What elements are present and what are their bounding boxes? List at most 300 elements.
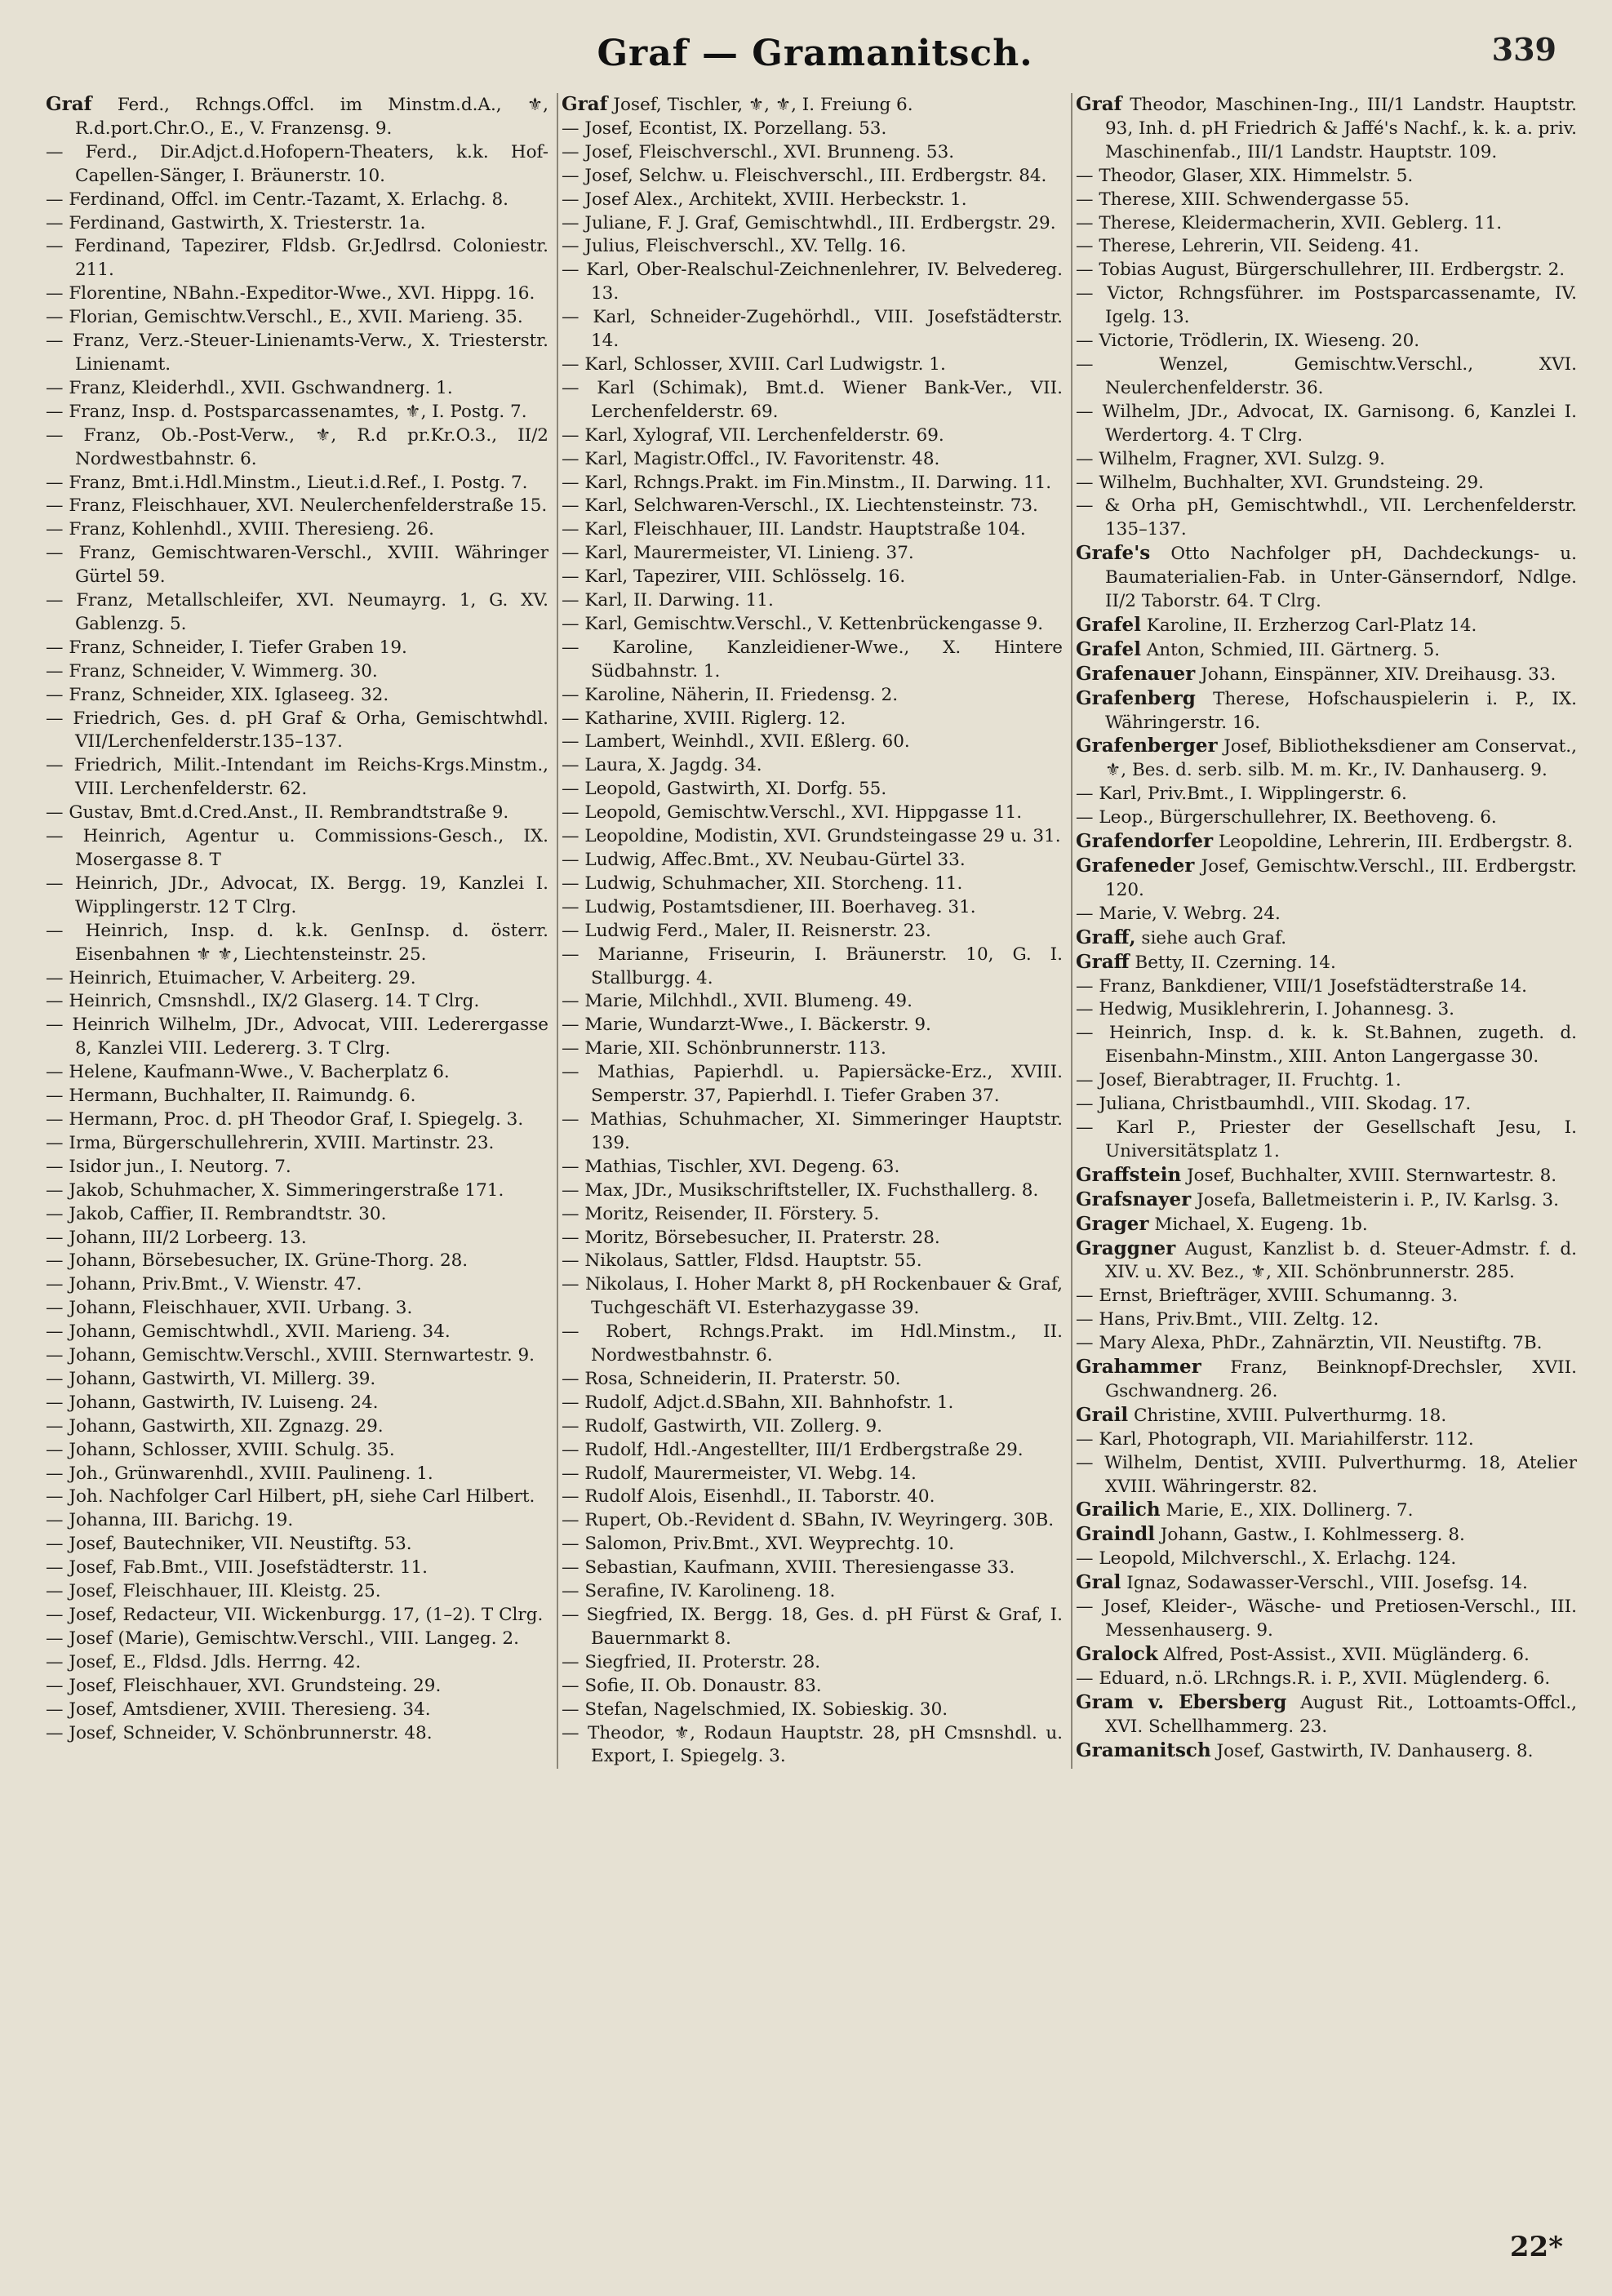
entry-text: — Ernst, Briefträger, XVIII. Schumanng. 3. xyxy=(1076,1286,1459,1307)
entry-text: siehe auch Graf. xyxy=(1141,927,1287,948)
directory-entry xyxy=(1076,353,1577,401)
directory-entry xyxy=(1076,1428,1577,1452)
directory-entry xyxy=(46,424,548,472)
entry-text: — Moritz, Börsebesucher, II. Praterstr. 28. xyxy=(562,1227,940,1248)
directory-entry xyxy=(46,754,548,802)
entry-text: — Johann, Gemischtwhdl., XVII. Marieng. 34. xyxy=(46,1321,451,1343)
entry-surname: Grafel xyxy=(1076,637,1141,660)
printer-signature: 22* xyxy=(1509,2231,1563,2263)
entry-text: — Franz, Verz.-Steuer-Linienamts-Verw., X. Triesterstr. Linienamt. xyxy=(46,331,548,375)
directory-entry xyxy=(562,1486,1063,1509)
entry-surname: Gral xyxy=(1076,1571,1121,1594)
entry-text: — Wilhelm, Buchhalter, XVI. Grundsteing. 29. xyxy=(1076,472,1484,493)
directory-entry xyxy=(46,1604,548,1628)
entry-text: — Josef Alex., Architekt, XVIII. Herbeckstr. 1. xyxy=(562,189,967,210)
entry-text: — Heinrich, Etuimacher, V. Arbeiterg. 29. xyxy=(46,967,416,988)
entry-text: — Ludwig, Postamtsdiener, III. Boerhaveg. 31. xyxy=(562,896,976,917)
entry-text: — Heinrich Wilhelm, JDr., Advocat, VIII. Lederergasse 8, Kanzlei VIII. Ledererg. 3. T Clrg. xyxy=(46,1015,548,1059)
directory-entry xyxy=(562,118,1063,141)
directory-entry xyxy=(562,1604,1063,1651)
entry-text: — Jakob, Caffier, II. Rembrandtstr. 30. xyxy=(46,1203,387,1224)
entry-text: — Juliana, Christbaumhdl., VIII. Skodag. 17. xyxy=(1076,1094,1472,1115)
entry-text: — Theodor, Glaser, XIX. Himmelstr. 5. xyxy=(1076,165,1414,186)
directory-entry xyxy=(46,589,548,637)
directory-entry xyxy=(1076,93,1577,165)
entry-text: — Rupert, Ob.-Revident d. SBahn, IV. Weyringerg. 30B. xyxy=(562,1510,1055,1531)
entry-surname: Grafe's xyxy=(1076,542,1151,565)
directory-entry xyxy=(562,377,1063,424)
directory-entry xyxy=(46,802,548,825)
entry-text: — Wilhelm, Dentist, XVIII. Pulverthurmg. 18, Atelier XVIII. Währingerstr. 82. xyxy=(1076,1452,1577,1497)
entry-text: — Karoline, Näherin, II. Friedensg. 2. xyxy=(562,684,899,705)
entry-text: — Karl, Priv.Bmt., I. Wipplingerstr. 6. xyxy=(1076,784,1407,805)
directory-entry xyxy=(1076,687,1577,735)
directory-entry xyxy=(562,1179,1063,1203)
entry-text: — Laura, X. Jagdg. 34. xyxy=(562,755,762,776)
directory-entry xyxy=(562,920,1063,944)
directory-entry xyxy=(1076,951,1577,975)
entry-text: — Wilhelm, Fragner, XVI. Sulzg. 9. xyxy=(1076,448,1385,469)
entry-text: — Josef, Schneider, V. Schönbrunnerstr. 48. xyxy=(46,1722,433,1743)
directory-entry xyxy=(1076,1213,1577,1237)
directory-entry xyxy=(46,1203,548,1227)
directory-entry xyxy=(562,1156,1063,1179)
directory-entry xyxy=(562,1580,1063,1604)
entry-text: — Leop., Bürgerschullehrer, IX. Beethoveng. 6. xyxy=(1076,807,1497,828)
entry-text: — Victorie, Trödlerin, IX. Wieseng. 20. xyxy=(1076,331,1420,352)
directory-entry xyxy=(46,1344,548,1368)
directory-entry xyxy=(46,472,548,495)
directory-entry xyxy=(562,448,1063,472)
entry-surname: Graf xyxy=(1076,93,1122,115)
directory-entry xyxy=(1076,1571,1577,1596)
directory-entry xyxy=(562,518,1063,542)
entry-surname: Gralock xyxy=(1076,1642,1158,1665)
entry-text: Josef, Tischler, ⚜, ⚜, I. Freiung 6. xyxy=(613,95,913,115)
entry-text: — Mathias, Papierhdl. u. Papiersäcke-Erz., XVIII. Semperstr. 37, Papierhdl. I. Tiefer Graben 37. xyxy=(562,1062,1063,1107)
column-3 xyxy=(1071,93,1585,1769)
directory-entry xyxy=(562,165,1063,189)
entry-text: — Karl, Photograph, VII. Mariahilferstr. 112. xyxy=(1076,1428,1474,1450)
entry-text: — Karl, Ober-Realschul-Zeichnenlehrer, IV. Belvedereg. 13. xyxy=(562,260,1063,304)
entry-text: — Serafine, IV. Karolineng. 18. xyxy=(562,1581,836,1602)
entry-text: — Tobias August, Bürgerschullehrer, III. Erdbergstr. 2. xyxy=(1076,260,1565,281)
directory-entry xyxy=(46,1392,548,1415)
directory-entry xyxy=(46,542,548,589)
directory-entry xyxy=(1076,998,1577,1022)
entry-text: — Gustav, Bmt.d.Cred.Anst., II. Rembrandtstraße 9. xyxy=(46,802,509,824)
entry-text: — Josef, Bautechniker, VII. Neustiftg. 53. xyxy=(46,1534,412,1555)
directory-entry xyxy=(1076,1332,1577,1356)
entry-text: — Sebastian, Kaufmann, XVIII. Theresiengasse 33. xyxy=(562,1557,1015,1579)
entry-text: Therese, Hofschauspielerin i. P., IX. Währingerstr. 16. xyxy=(1105,688,1577,733)
directory-entry xyxy=(46,1061,548,1085)
entry-text: — Wenzel, Gemischtw.Verschl., XVI. Neulerchenfelderstr. 36. xyxy=(1076,353,1577,398)
entry-text: — Therese, Kleidermacherin, XVII. Geblerg. 11. xyxy=(1076,212,1503,233)
entry-text: — Joh., Grünwarenhdl., XVIII. Paulineng. 1. xyxy=(46,1463,433,1484)
directory-entry xyxy=(562,542,1063,566)
entry-text: — Sofie, II. Ob. Donaustr. 83. xyxy=(562,1675,822,1696)
entry-text: — Ludwig, Affec.Bmt., XV. Neubau-Gürtel 33. xyxy=(562,850,966,870)
entry-text: Leopoldine, Lehrerin, III. Erdbergstr. 8. xyxy=(1218,832,1574,853)
entry-text: — Leopold, Gemischtw.Verschl., XVI. Hippgasse 11. xyxy=(562,802,1023,824)
entry-text: — Karl P., Priester der Gesellschaft Jesu, I. Universitätsplatz 1. xyxy=(1076,1117,1577,1161)
entry-text: Johann, Gastw., I. Kohlmesserg. 8. xyxy=(1160,1525,1465,1546)
entry-surname: Grafeneder xyxy=(1076,855,1195,877)
entry-text: — Karl, Fleischhauer, III. Landstr. Hauptstraße 104. xyxy=(562,519,1026,540)
entry-text: — Heinrich, Insp. d. k. k. St.Bahnen, zugeth. d. Eisenbahn-Minstm., XIII. Anton Langergasse 30. xyxy=(1076,1023,1577,1068)
entry-text: — Ferdinand, Offcl. im Centr.-Tazamt, X. Erlachg. 8. xyxy=(46,189,508,210)
page-header xyxy=(42,18,1588,88)
directory-entry xyxy=(562,1675,1063,1699)
entry-text: — Franz, Bmt.i.Hdl.Minstm., Lieut.i.d.Ref., I. Postg. 7. xyxy=(46,472,528,493)
entry-text: — Karl (Schimak), Bmt.d. Wiener Bank-Ver., VII. Lerchenfelderstr. 69. xyxy=(562,377,1063,422)
directory-entry xyxy=(1076,282,1577,330)
directory-entry xyxy=(1076,663,1577,687)
entry-text: — Josef, Fleischverschl., XVI. Brunneng. 53. xyxy=(562,141,955,162)
directory-entry xyxy=(46,495,548,518)
directory-entry xyxy=(46,518,548,542)
directory-entry xyxy=(46,708,548,755)
directory-entry xyxy=(1076,638,1577,663)
directory-entry xyxy=(562,1321,1063,1368)
entry-surname: Graff xyxy=(1076,950,1130,973)
directory-entry xyxy=(1076,189,1577,212)
directory-entry xyxy=(1076,1164,1577,1188)
directory-entry xyxy=(562,212,1063,236)
entry-text: — Marie, Wundarzt-Wwe., I. Bäckerstr. 9. xyxy=(562,1015,931,1036)
directory-entry xyxy=(562,472,1063,495)
entry-text: — Karl, Xylograf, VII. Lerchenfelderstr. 69. xyxy=(562,424,944,446)
directory-entry xyxy=(562,1061,1063,1108)
directory-entry xyxy=(562,754,1063,778)
entry-text: — Nikolaus, Sattler, Fldsd. Hauptstr. 55. xyxy=(562,1250,922,1272)
directory-entry xyxy=(562,1509,1063,1533)
directory-entry xyxy=(1076,1188,1577,1213)
directory-entry xyxy=(562,1699,1063,1722)
entry-text: — Hans, Priv.Bmt., VIII. Zeltg. 12. xyxy=(1076,1309,1379,1330)
directory-entry xyxy=(46,637,548,660)
entry-text: — Johann, III/2 Lorbeerg. 13. xyxy=(46,1227,307,1248)
directory-entry xyxy=(46,235,548,282)
entry-text: — Karl, Tapezirer, VIII. Schlösselg. 16. xyxy=(562,566,906,588)
entry-text: — Julius, Fleischverschl., XV. Tellg. 16. xyxy=(562,236,907,257)
directory-entry xyxy=(1076,1452,1577,1499)
directory-entry xyxy=(46,377,548,401)
entry-text: — Josef, Amtsdiener, XVIII. Theresieng. 34. xyxy=(46,1699,431,1720)
entry-text: — Franz, Fleischhauer, XVI. Neulerchenfelderstraße 15. xyxy=(46,495,548,517)
entry-text: Josefa, Balletmeisterin i. P., IV. Karlsg. 3. xyxy=(1197,1189,1559,1210)
directory-entry xyxy=(1076,1308,1577,1332)
directory-entry xyxy=(562,1250,1063,1273)
entry-text: — Heinrich, Agentur u. Commissions-Gesch., IX. Mosergasse 8. T xyxy=(46,826,548,870)
entry-text: — Marie, XII. Schönbrunnerstr. 113. xyxy=(562,1038,886,1059)
directory-entry xyxy=(562,141,1063,165)
entry-text: — Ferd., Dir.Adjct.d.Hofopern-Theaters, k.k. Hof-Capellen-Sänger, I. Bräunerstr. 10. xyxy=(46,141,548,186)
directory-entry xyxy=(1076,1404,1577,1428)
entry-text: — Wilhelm, JDr., Advocat, IX. Garnisong. 6, Kanzlei I. Werdertorg. 4. T Clrg. xyxy=(1076,401,1577,446)
entry-text: — Ludwig Ferd., Maler, II. Reisnerstr. 23. xyxy=(562,920,931,941)
entry-text: Theodor, Maschinen-Ing., III/1 Landstr. Hauptstr. 93, Inh. d. pH Friedrich & Jaffé's Nachf., k. k. a. priv. Maschinenfab., III/1 Landstr. Hauptstr. 109. xyxy=(1105,95,1577,162)
column-2 xyxy=(557,93,1071,1769)
directory-entry xyxy=(562,825,1063,849)
directory-entry xyxy=(562,1273,1063,1321)
entry-surname: Gram v. Ebersberg xyxy=(1076,1690,1287,1713)
directory-entry xyxy=(46,1321,548,1344)
entry-text: — Johann, Gastwirth, XII. Zgnazg. 29. xyxy=(46,1415,384,1437)
entry-surname: Grafel xyxy=(1076,613,1141,636)
directory-entry xyxy=(1076,1499,1577,1523)
entry-text: — Franz, Bankdiener, VIII/1 Josefstädterstraße 14. xyxy=(1076,975,1528,997)
entry-text: — Franz, Kohlenhdl., XVIII. Theresieng. 26. xyxy=(46,519,434,540)
directory-entry xyxy=(1076,783,1577,806)
entry-text: — Karl, Selchwaren-Verschl., IX. Liechtensteinstr. 73. xyxy=(562,495,1038,517)
entry-text: — Karl, Schneider-Zugehörhdl., VIII. Josefstädterstr. 14. xyxy=(562,307,1063,352)
directory-entry xyxy=(1076,1548,1577,1571)
directory-entry xyxy=(1076,1237,1577,1286)
entry-text: — Johann, Gemischtw.Verschl., XVIII. Sternwartestr. 9. xyxy=(46,1345,535,1366)
entry-text: — Karl, Gemischtw.Verschl., V. Kettenbrückengasse 9. xyxy=(562,613,1044,634)
directory-entry xyxy=(46,1651,548,1675)
directory-entry xyxy=(1076,165,1577,189)
entry-text: — Rudolf, Hdl.-Angestellter, III/1 Erdbergstraße 29. xyxy=(562,1439,1024,1460)
directory-entry xyxy=(1076,330,1577,353)
entry-text: — Karoline, Kanzleidiener-Wwe., X. Hintere Südbahnstr. 1. xyxy=(562,637,1063,682)
directory-entry xyxy=(1076,1093,1577,1117)
directory-entry xyxy=(562,1014,1063,1037)
entry-text: — Johann, Börsebesucher, IX. Grüne-Thorg. 28. xyxy=(46,1250,469,1272)
entry-text: — Eduard, n.ö. LRchngs.R. i. P., XVII. Müglenderg. 6. xyxy=(1076,1668,1551,1689)
entry-text: Johann, Einspänner, XIV. Dreihausg. 33. xyxy=(1201,664,1556,685)
entry-text: — Hermann, Buchhalter, II. Raimundg. 6. xyxy=(46,1086,416,1107)
column-1 xyxy=(42,93,557,1769)
directory-entry xyxy=(1076,1668,1577,1691)
directory-entry xyxy=(562,613,1063,637)
directory-entry xyxy=(46,920,548,967)
entry-text: — Rudolf, Gastwirth, VII. Zollerg. 9. xyxy=(562,1415,882,1437)
directory-entry xyxy=(562,731,1063,754)
directory-entry xyxy=(562,306,1063,353)
entry-text: Alfred, Post-Assist., XVII. Mügländerg. 6. xyxy=(1163,1644,1530,1665)
directory-entry xyxy=(562,1368,1063,1392)
entry-text: — Karl, Magistr.Offcl., IV. Favoritenstr. 48. xyxy=(562,448,940,469)
entry-text: — Mathias, Tischler, XVI. Degeng. 63. xyxy=(562,1156,900,1177)
directory-entry xyxy=(46,1628,548,1651)
entry-text: Betty, II. Czerning. 14. xyxy=(1135,952,1336,973)
directory-entry xyxy=(1076,472,1577,495)
entry-text: — Moritz, Reisender, II. Förstery. 5. xyxy=(562,1203,880,1224)
directory-entry xyxy=(1076,1739,1577,1764)
directory-entry xyxy=(46,1156,548,1179)
directory-entry xyxy=(562,990,1063,1014)
directory-entry xyxy=(1076,855,1577,903)
directory-entry xyxy=(1076,975,1577,999)
entry-text: Josef, Gastwirth, IV. Danhauserg. 8. xyxy=(1216,1740,1534,1761)
directory-entry xyxy=(46,141,548,189)
entry-text: — Johann, Schlosser, XVIII. Schulg. 35. xyxy=(46,1439,395,1460)
directory-entry xyxy=(46,1439,548,1463)
entry-text: — Johanna, III. Barichg. 19. xyxy=(46,1510,294,1531)
entry-text: — Friedrich, Ges. d. pH Graf & Orha, Gemischtwhdl. VII/Lerchenfelderstr.135–137. xyxy=(46,708,548,753)
entry-surname: Grafenauer xyxy=(1076,662,1196,685)
entry-text: — Heinrich, Insp. d. k.k. GenInsp. d. österr. Eisenbahnen ⚜ ⚜, Liechtensteinstr. 25. xyxy=(46,920,548,965)
directory-entry xyxy=(562,708,1063,731)
directory-entry xyxy=(46,1227,548,1250)
directory-entry xyxy=(46,1368,548,1392)
entry-surname: Grahammer xyxy=(1076,1356,1201,1379)
entry-text: Josef, Gemischtw.Verschl., III. Erdbergstr. 120. xyxy=(1105,856,1577,900)
entry-text: — Franz, Metallschleifer, XVI. Neumayrg. 1, G. XV. Gablenzg. 5. xyxy=(46,590,548,634)
directory-entry xyxy=(1076,830,1577,855)
entry-text: — Stefan, Nagelschmied, IX. Sobieskig. 30. xyxy=(562,1699,948,1720)
directory-entry xyxy=(562,849,1063,873)
entry-text: — Josef, Kleider-, Wäsche- und Pretiosen-Verschl., III. Messenhauserg. 9. xyxy=(1076,1597,1577,1641)
directory-entry xyxy=(1076,903,1577,926)
directory-entry xyxy=(562,684,1063,708)
directory-entry xyxy=(562,637,1063,684)
directory-entry xyxy=(1076,1691,1577,1739)
directory-entry xyxy=(46,330,548,377)
directory-entry xyxy=(1076,1356,1577,1404)
directory-entry xyxy=(1076,1523,1577,1548)
directory-entry xyxy=(1076,926,1577,951)
entry-text: Ignaz, Sodawasser-Verschl., VIII. Josefsg. 14. xyxy=(1126,1573,1528,1594)
directory-entry xyxy=(562,802,1063,825)
entry-text: — Franz, Kleiderhdl., XVII. Gschwandnerg. 1. xyxy=(46,377,453,398)
directory-entry xyxy=(46,306,548,330)
directory-entry xyxy=(46,1486,548,1509)
entry-text: — Karl, II. Darwing. 11. xyxy=(562,590,774,611)
directory-entry xyxy=(1076,448,1577,472)
entry-text: — Siegfried, IX. Bergg. 18, Ges. d. pH Fürst & Graf, I. Bauernmarkt 8. xyxy=(562,1605,1063,1649)
entry-text: — Franz, Schneider, XIX. Iglaseeg. 32. xyxy=(46,684,389,705)
entry-text: — Joh. Nachfolger Carl Hilbert, pH, siehe Carl Hilbert. xyxy=(46,1486,535,1508)
directory-entry xyxy=(46,660,548,684)
entry-text: — Johann, Gastwirth, VI. Millerg. 39. xyxy=(46,1368,376,1389)
entry-text: — Franz, Insp. d. Postsparcassenamtes, ⚜, I. Postg. 7. xyxy=(46,401,527,422)
directory-entry xyxy=(1076,614,1577,638)
page-title: Graf — Gramanitsch. xyxy=(597,32,1033,74)
entry-surname: Graffstein xyxy=(1076,1163,1182,1186)
directory-entry xyxy=(562,424,1063,448)
entry-text: — Ferdinand, Gastwirth, X. Triesterstr. 1a. xyxy=(46,212,426,233)
directory-entry xyxy=(562,778,1063,802)
entry-text: — Leopold, Milchverschl., X. Erlachg. 124. xyxy=(1076,1548,1457,1570)
entry-text: — Johann, Gastwirth, IV. Luiseng. 24. xyxy=(46,1392,379,1413)
entry-text: — Therese, XIII. Schwendergasse 55. xyxy=(1076,189,1410,210)
directory-entry xyxy=(46,1297,548,1321)
directory-entry xyxy=(1076,235,1577,259)
entry-text: — Isidor jun., I. Neutorg. 7. xyxy=(46,1156,291,1177)
entry-text: Anton, Schmied, III. Gärtnerg. 5. xyxy=(1146,639,1441,660)
directory-entry xyxy=(562,93,1063,118)
entry-text: — Josef, Redacteur, VII. Wickenburgg. 17, (1–2). T Clrg. xyxy=(46,1605,544,1625)
entry-text: — Franz, Gemischtwaren-Verschl., XVIII. Währinger Gürtel 59. xyxy=(46,543,548,588)
directory-entry xyxy=(562,1037,1063,1061)
directory-entry xyxy=(46,1179,548,1203)
entry-text: — Josef, Bierabtrager, II. Fruchtg. 1. xyxy=(1076,1070,1401,1091)
directory-entry xyxy=(562,189,1063,212)
directory-entry xyxy=(1076,259,1577,282)
directory-entry xyxy=(46,967,548,991)
directory-entry xyxy=(46,1132,548,1156)
entry-text: — Robert, Rchngs.Prakt. im Hdl.Minstm., II. Nordwestbahnstr. 6. xyxy=(562,1321,1063,1366)
directory-entry xyxy=(1076,1022,1577,1069)
page-number: 339 xyxy=(1491,31,1556,68)
entry-text: — Leopold, Gastwirth, XI. Dorfg. 55. xyxy=(562,779,887,800)
entry-text: — Karl, Schlosser, XVIII. Carl Ludwigstr. 1. xyxy=(562,353,946,375)
directory-entry xyxy=(46,401,548,424)
directory-entry xyxy=(1076,806,1577,830)
directory-entry xyxy=(1076,735,1577,783)
entry-surname: Grafendorfer xyxy=(1076,830,1214,853)
entry-text: — Katharine, XVIII. Riglerg. 12. xyxy=(562,708,846,729)
entry-text: — Salomon, Priv.Bmt., XVI. Weyprechtg. 10. xyxy=(562,1534,955,1555)
entry-text: — Karl, Maurermeister, VI. Linieng. 37. xyxy=(562,543,914,564)
entry-text: — Heinrich, JDr., Advocat, IX. Bergg. 19, Kanzlei I. Wipplingerstr. 12 T Clrg. xyxy=(46,873,548,917)
directory-entry xyxy=(1076,212,1577,236)
directory-columns xyxy=(42,93,1588,1769)
entry-text: — Josef, Fab.Bmt., VIII. Josefstädterstr. 11. xyxy=(46,1557,429,1579)
entry-text: — Therese, Lehrerin, VII. Seideng. 41. xyxy=(1076,236,1419,257)
entry-text: Franz, Beinknopf-Drechsler, XVII. Gschwandnerg. 26. xyxy=(1105,1357,1577,1401)
directory-entry xyxy=(562,1108,1063,1156)
entry-surname: Grail xyxy=(1076,1403,1129,1426)
directory-entry xyxy=(46,1533,548,1557)
entry-surname: Grager xyxy=(1076,1212,1149,1235)
entry-text: Christine, XVIII. Pulverthurmg. 18. xyxy=(1133,1405,1447,1426)
entry-text: — Josef, Selchw. u. Fleischverschl., III. Erdbergstr. 84. xyxy=(562,165,1047,186)
directory-entry xyxy=(46,684,548,708)
directory-entry xyxy=(562,566,1063,589)
directory-entry xyxy=(46,1557,548,1580)
entry-surname: Graf xyxy=(562,93,608,115)
directory-entry xyxy=(46,212,548,236)
entry-text: — Ferdinand, Tapezirer, Fldsb. Gr.Jedlrsd. Coloniestr. 211. xyxy=(46,236,548,281)
entry-text: — Johann, Fleischhauer, XVII. Urbang. 3. xyxy=(46,1298,413,1319)
directory-entry xyxy=(46,1085,548,1108)
entry-text: — & Orha pH, Gemischtwhdl., VII. Lerchenfelderstr. 135–137. xyxy=(1076,495,1577,540)
directory-entry xyxy=(562,1415,1063,1439)
entry-text: — Rudolf Alois, Eisenhdl., II. Taborstr. 40. xyxy=(562,1486,935,1508)
entry-text: — Florentine, NBahn.-Expeditor-Wwe., XVI. Hippg. 16. xyxy=(46,283,535,304)
directory-entry xyxy=(562,495,1063,518)
directory-entry xyxy=(562,1227,1063,1250)
directory-entry xyxy=(46,1675,548,1699)
entry-text: — Josef, Fleischhauer, III. Kleistg. 25. xyxy=(46,1581,381,1602)
directory-entry xyxy=(46,1509,548,1533)
entry-text: — Helene, Kaufmann-Wwe., V. Bacherplatz 6. xyxy=(46,1062,450,1083)
directory-entry xyxy=(562,353,1063,377)
entry-text: Josef, Bibliotheksdiener am Conservat., ⚜, Bes. d. serb. silb. M. m. Kr., IV. Danhauserg. 9. xyxy=(1105,736,1577,781)
directory-entry xyxy=(46,1415,548,1439)
entry-text: — Johann, Priv.Bmt., V. Wienstr. 47. xyxy=(46,1274,362,1295)
directory-entry xyxy=(46,93,548,141)
directory-entry xyxy=(562,1203,1063,1227)
entry-text: — Franz, Schneider, V. Wimmerg. 30. xyxy=(46,660,378,682)
directory-entry xyxy=(562,896,1063,920)
entry-surname: Gramanitsch xyxy=(1076,1739,1211,1761)
entry-text: — Franz, Ob.-Post-Verw., ⚜, R.d pr.Kr.O.3., II/2 Nordwestbahnstr. 6. xyxy=(46,424,548,469)
entry-text: Otto Nachfolger pH, Dachdeckungs- u. Baumaterialien-Fab. in Unter-Gänserndorf, Ndlge. II/2 Taborstr. 64. T Clrg. xyxy=(1105,544,1577,612)
entry-text: — Josef, E., Fldsd. Jdls. Herrng. 42. xyxy=(46,1651,362,1672)
directory-entry xyxy=(1076,495,1577,542)
directory-entry xyxy=(46,1463,548,1486)
entry-text: — Josef, Fleischhauer, XVI. Grundsteing. 29. xyxy=(46,1675,442,1696)
directory-entry xyxy=(46,873,548,920)
entry-surname: Grafenberg xyxy=(1076,686,1196,709)
entry-text: — Friedrich, Milit.-Intendant im Reichs-Krgs.Minstm., VIII. Lerchenfelderstr. 62. xyxy=(46,755,548,800)
